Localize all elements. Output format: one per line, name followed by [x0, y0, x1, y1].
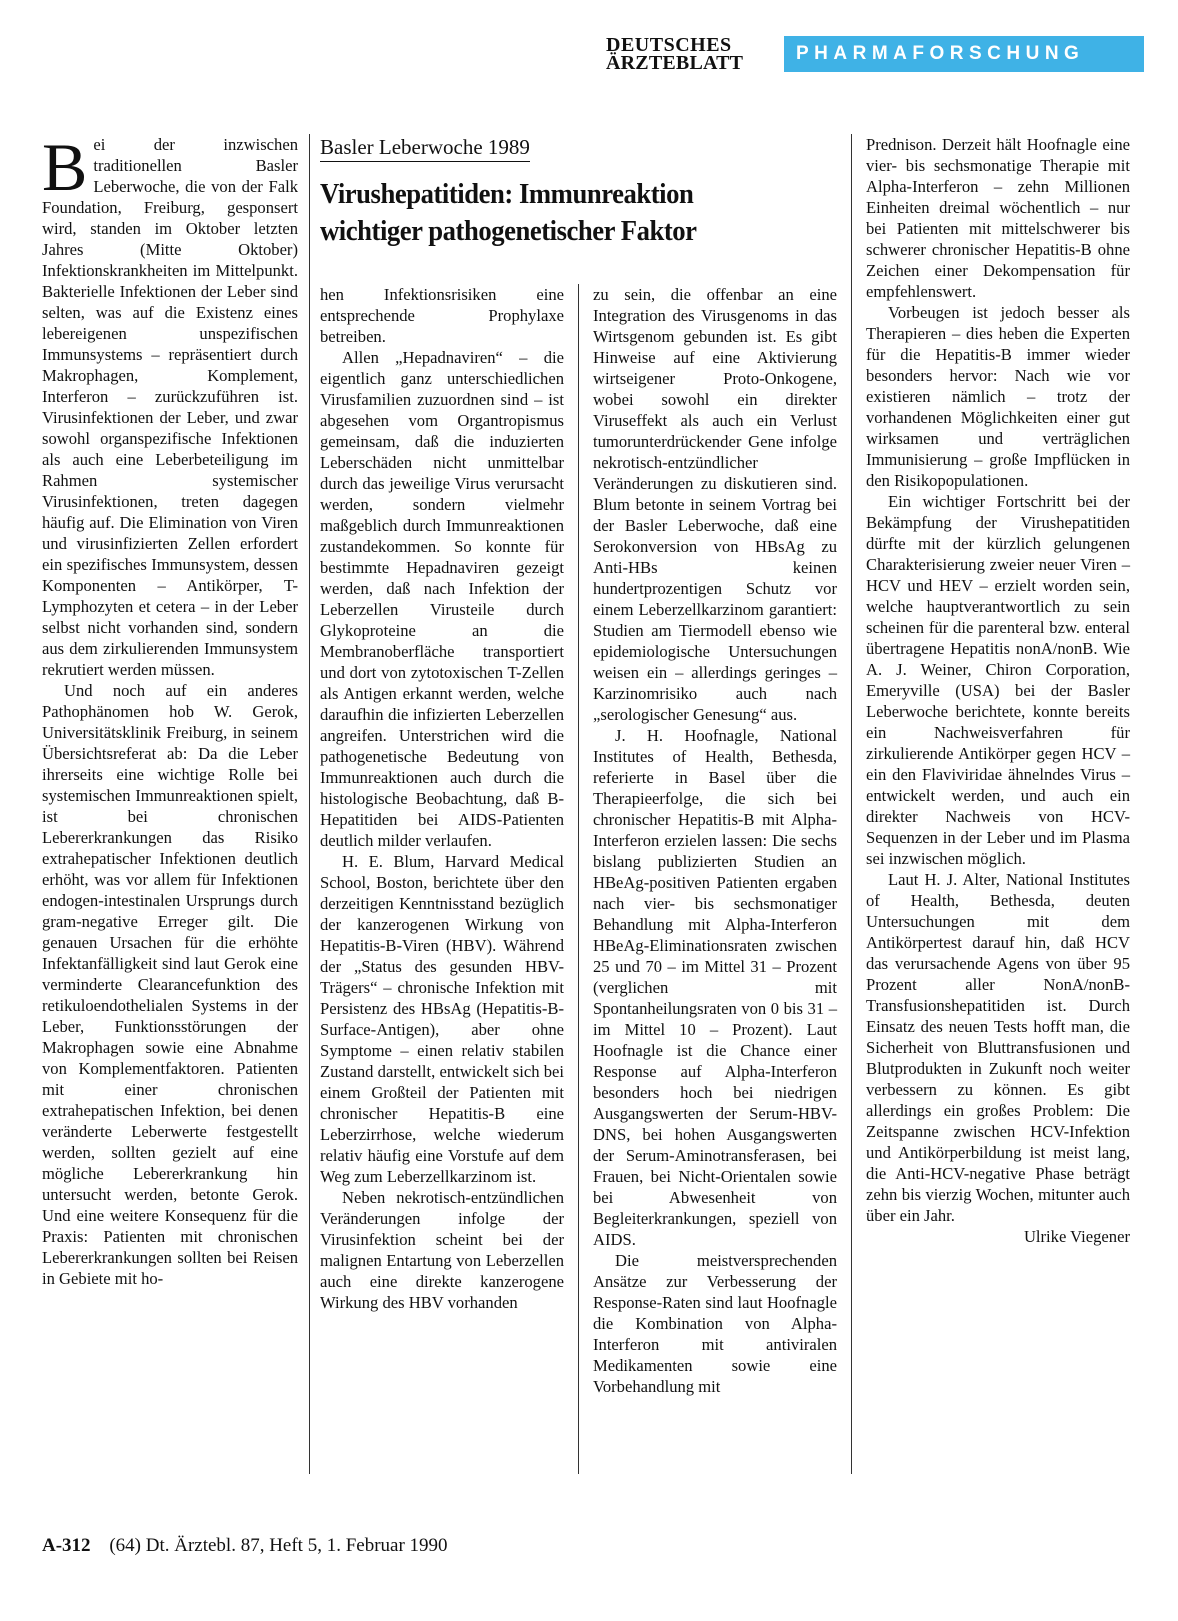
author-byline: Ulrike Viegener [1023, 1227, 1130, 1246]
paragraph: J. H. Hoofnagle, National Institutes of Health, Bethesda, referierte in Basel über die Therapieerfolge, die sich bei chronischer Hepatitis-B mit Alpha-Interferon erzielen lassen: Die sechs bislang publizierten Studien an HBeAg-positiven Patienten ergaben nach vier- bis sechsmonatiger Behandlung mit Alpha-Interferon HBeAg-Eliminationsraten zwischen 25 und 70 – im Mittel 31 – Prozent (verglichen mit Spontanheilungsraten von 0 bis 31 – im Mittel 10 – Prozent). Laut Hoofnagle ist die Chance einer Response auf Alpha-Interferon besonders hoch bei niedrigen Ausgangswerten der Serum-HBV-DNS, bei hohen Ausgangswerten der Serum-Aminotransferasen, bei Frauen, bei Nicht-Orientalen sowie bei Abwesenheit von Begleiterkrankungen, speziell von AIDS. [593, 726, 837, 1249]
text-column-3 [593, 284, 837, 1397]
journal-logo [606, 36, 766, 72]
paragraph: Ein wichtiger Fortschritt bei der Bekämpfung der Virushepatitiden dürfte mit der kürzlich gelungenen Charakterisierung zweier neuer Viren – HCV und HEV – erzielt worden sein, welche hauptverantwortlich zu sein scheinen für die parenteral bzw. enteral übertragene Hepatitis nonA/nonB. Wie A. J. Weiner, Chiron Corporation, Emeryville (USA) bei der Basler Leberwoche berichtete, konnte bereits ein Nachweisverfahren für zirkulierende Antikörper gegen HCV – ein den Flaviviridae ähnelndes Virus – entwickelt werden, und auch ein direkter Nachweis von HCV-Sequenzen in der Leber und im Plasma sei inzwischen möglich. [866, 492, 1130, 868]
paragraph: zu sein, die offenbar an eine Integration des Virusgenoms in das Wirtsgenom gebunden ist. Es gibt Hinweise auf eine Aktivierung wirtseigener Proto-Onkogene, wobei sowohl ein direkter Viruseffekt als auch ein Verlust tumorunterdrückender Gene infolge nekrotisch-entzündlicher Veränderungen zu diskutieren sind. Blum betonte in seinem Vortrag bei der Basler Leberwoche, daß eine Serokonversion von HBsAg zu Anti-HBs keinen hundertprozentigen Schutz vor einem Leberzellkarzinom garantiert: Studien am Tiermodell ebenso wie epidemiologische Untersuchungen weisen ein – allerdings geringes – Karzinomrisiko auch nach „serologischer Genesung“ aus. [593, 285, 837, 724]
paragraph: Vorbeugen ist jedoch besser als Therapieren – dies heben die Experten für die Hepatitis-B immer wieder besonders hervor: Nach wie vor existieren nämlich – trotz der vorhandenen Möglichkeiten einer gut wirksamen und verträglichen Immunisierung – große Impflücken in den Risikopopulationen. [866, 303, 1130, 490]
paragraph: H. E. Blum, Harvard Medical School, Boston, berichtete über den derzeitigen Kenntnisstand bezüglich der kanzerogenen Wirkung von Hepatitis-B-Viren (HBV). Während der „Status des gesunden HBV-Trägers“ – chronische Infektion mit Persistenz des HBsAg (Hepatitis-B-Surface-Antigen), aber ohne Symptome – einen relativ stabilen Zustand darstellt, entwickelt sich bei einem Großteil der Patienten mit chronischer Hepatitis-B eine Leberzirrhose, welche wiederum relativ häufig eine Vorstufe auf dem Weg zum Leberzellkarzinom ist. [320, 852, 564, 1186]
paragraph [42, 129, 298, 680]
text-column-4 [866, 134, 1130, 1247]
paragraph: Prednison. Derzeit hält Hoofnagle eine vier- bis sechsmonatige Therapie mit Alpha-Interferon – zehn Millionen Einheiten dreimal wöchentlich – nur bei Patienten mit mittelschwerer bis schwerer chronischer Hepatitis-B ohne Zeichen einer Dekompensation für empfehlenswert. [866, 135, 1130, 301]
article-headline: Virushepatitiden: Immunreaktion wichtiger pathogenetischer Faktor [320, 178, 697, 247]
logo-line-1: DEUTSCHES [606, 34, 732, 56]
page-footer [42, 1534, 448, 1558]
section-banner: PHARMAFORSCHUNG [784, 36, 1144, 72]
text-column-1 [42, 129, 298, 1289]
drop-cap: B [42, 129, 88, 205]
citation: (64) Dt. Ärztebl. 87, Heft 5, 1. Februar 1990 [109, 1535, 448, 1556]
paragraph: Neben nekrotisch-entzündlichen Veränderungen infolge der Virusinfektion scheint bei der malignen Entartung von Leberzellen auch eine direkte kanzerogene Wirkung des HBV vorhanden [320, 1188, 564, 1312]
paragraph: hen Infektionsrisiken eine entsprechende Prophylaxe betreiben. [320, 285, 564, 346]
paragraph: Allen „Hepadnaviren“ – die eigentlich ganz unterschiedlichen Virusfamilien zuzuordnen sind – ist abgesehen vom Organtropismus gemeinsam, daß die induzierten Leberschäden nicht unmittelbar durch das jeweilige Virus verursacht werden, sondern vielmehr maßgeblich durch Immunreaktionen zustandekommen. So konnte für bestimmte Hepadnaviren gezeigt werden, daß nach Infektion der Leberzellen Virusteile durch Glykoproteine an die Membranoberfläche transportiert und dort von zytotoxischen T-Zellen als Antigen erkannt werden, welche daraufhin die infizierten Leberzellen angreifen. Unterstrichen wird die pathogenetische Bedeutung von Immunreaktionen auch durch die histologische Beobachtung, daß B-Hepatitiden bei AIDS-Patienten deutlich milder verlaufen. [320, 348, 564, 850]
text-column-2 [320, 284, 564, 1313]
page-number: A-312 [42, 1535, 91, 1556]
article-kicker: Basler Leberwoche 1989 [320, 134, 530, 162]
logo-line-2: ÄRZTEBLATT [606, 52, 744, 74]
column-rule [309, 134, 310, 1474]
column-rule [578, 284, 579, 1474]
paragraph-text: ei der inzwischen traditionellen Basler Leberwoche, die von der Falk Foundation, Freiburg, gesponsert wird, standen im Oktober letzten Jahres (Mitte Oktober) Infektionskrankheiten im Mittelpunkt. Bakterielle Infektionen der Leber sind selten, was auf die Existenz eines lebereigenen unspezifischen Immunsystems – repräsentiert durch Makrophagen, Komplement, Interferon – zurückzuführen ist. Virusinfektionen der Leber, und zwar sowohl organspezifische Infektionen als auch eine Leberbeteiligung im Rahmen systemischer Virusinfektionen, treten dagegen häufig auf. Die Elimination von Viren und virusinfizierten Zellen erfordert ein spezifisches Immunsystem, dessen Komponenten – Antikörper, T-Lymphozyten et cetera – in der Leber selbst nicht vorhanden sind, sondern aus dem zirkulierenden Immunsystem rekrutiert werden müssen. [42, 135, 298, 679]
paragraph: Die meistversprechenden Ansätze zur Verbesserung der Response-Raten sind laut Hoofnagle die Kombination von Alpha-Interferon mit antiviralen Medikamenten sowie eine Vorbehandlung mit [593, 1251, 837, 1396]
paragraph: Und noch auf ein anderes Pathophänomen hob W. Gerok, Universitätsklinik Freiburg, in seinem Übersichtsreferat ab: Da die Leber ihrerseits eine wichtige Rolle bei systemischen Immunreaktionen spielt, ist bei chronischen Lebererkrankungen das Risiko extrahepatischer Infektionen deutlich erhöht, was vor allem für Infektionen endogen-intestinalen Ursprungs durch gram-negative Erreger gilt. Die genauen Ursachen für die erhöhte Infektanfälligkeit sind laut Gerok eine verminderte Clearancefunktion des retikuloendothelialen Systems in der Leber, Funktionsstörungen der Makrophagen sowie eine Abnahme von Komplementfaktoren. Patienten mit einer chronischen extrahepatischen Infektion, bei denen veränderte Leberwerte festgestellt werden, sollten gezielt auf eine mögliche Lebererkrankung hin untersucht werden, betonte Gerok. Und eine weitere Konsequenz für die Praxis: Patienten mit chronischen Lebererkrankungen sollten bei Reisen in Gebiete mit ho- [42, 681, 298, 1288]
column-rule [851, 134, 852, 1474]
paragraph: Laut H. J. Alter, National Institutes of Health, Bethesda, deuten Untersuchungen mit dem Antikörpertest darauf hin, daß HCV das verursachende Agens von über 95 Prozent aller NonA/nonB-Transfusionshepatitiden ist. Durch Einsatz des neuen Tests hofft man, die Sicherheit von Bluttransfusionen und Blutprodukten in Zukunft noch weiter verbessern zu können. Es gibt allerdings ein großes Problem: Die Zeitspanne zwischen HCV-Infektion und Antikörperbildung ist meist lang, die Anti-HCV-negative Phase beträgt zehn bis vierzig Wochen, mitunter auch über ein Jahr. [866, 870, 1130, 1225]
